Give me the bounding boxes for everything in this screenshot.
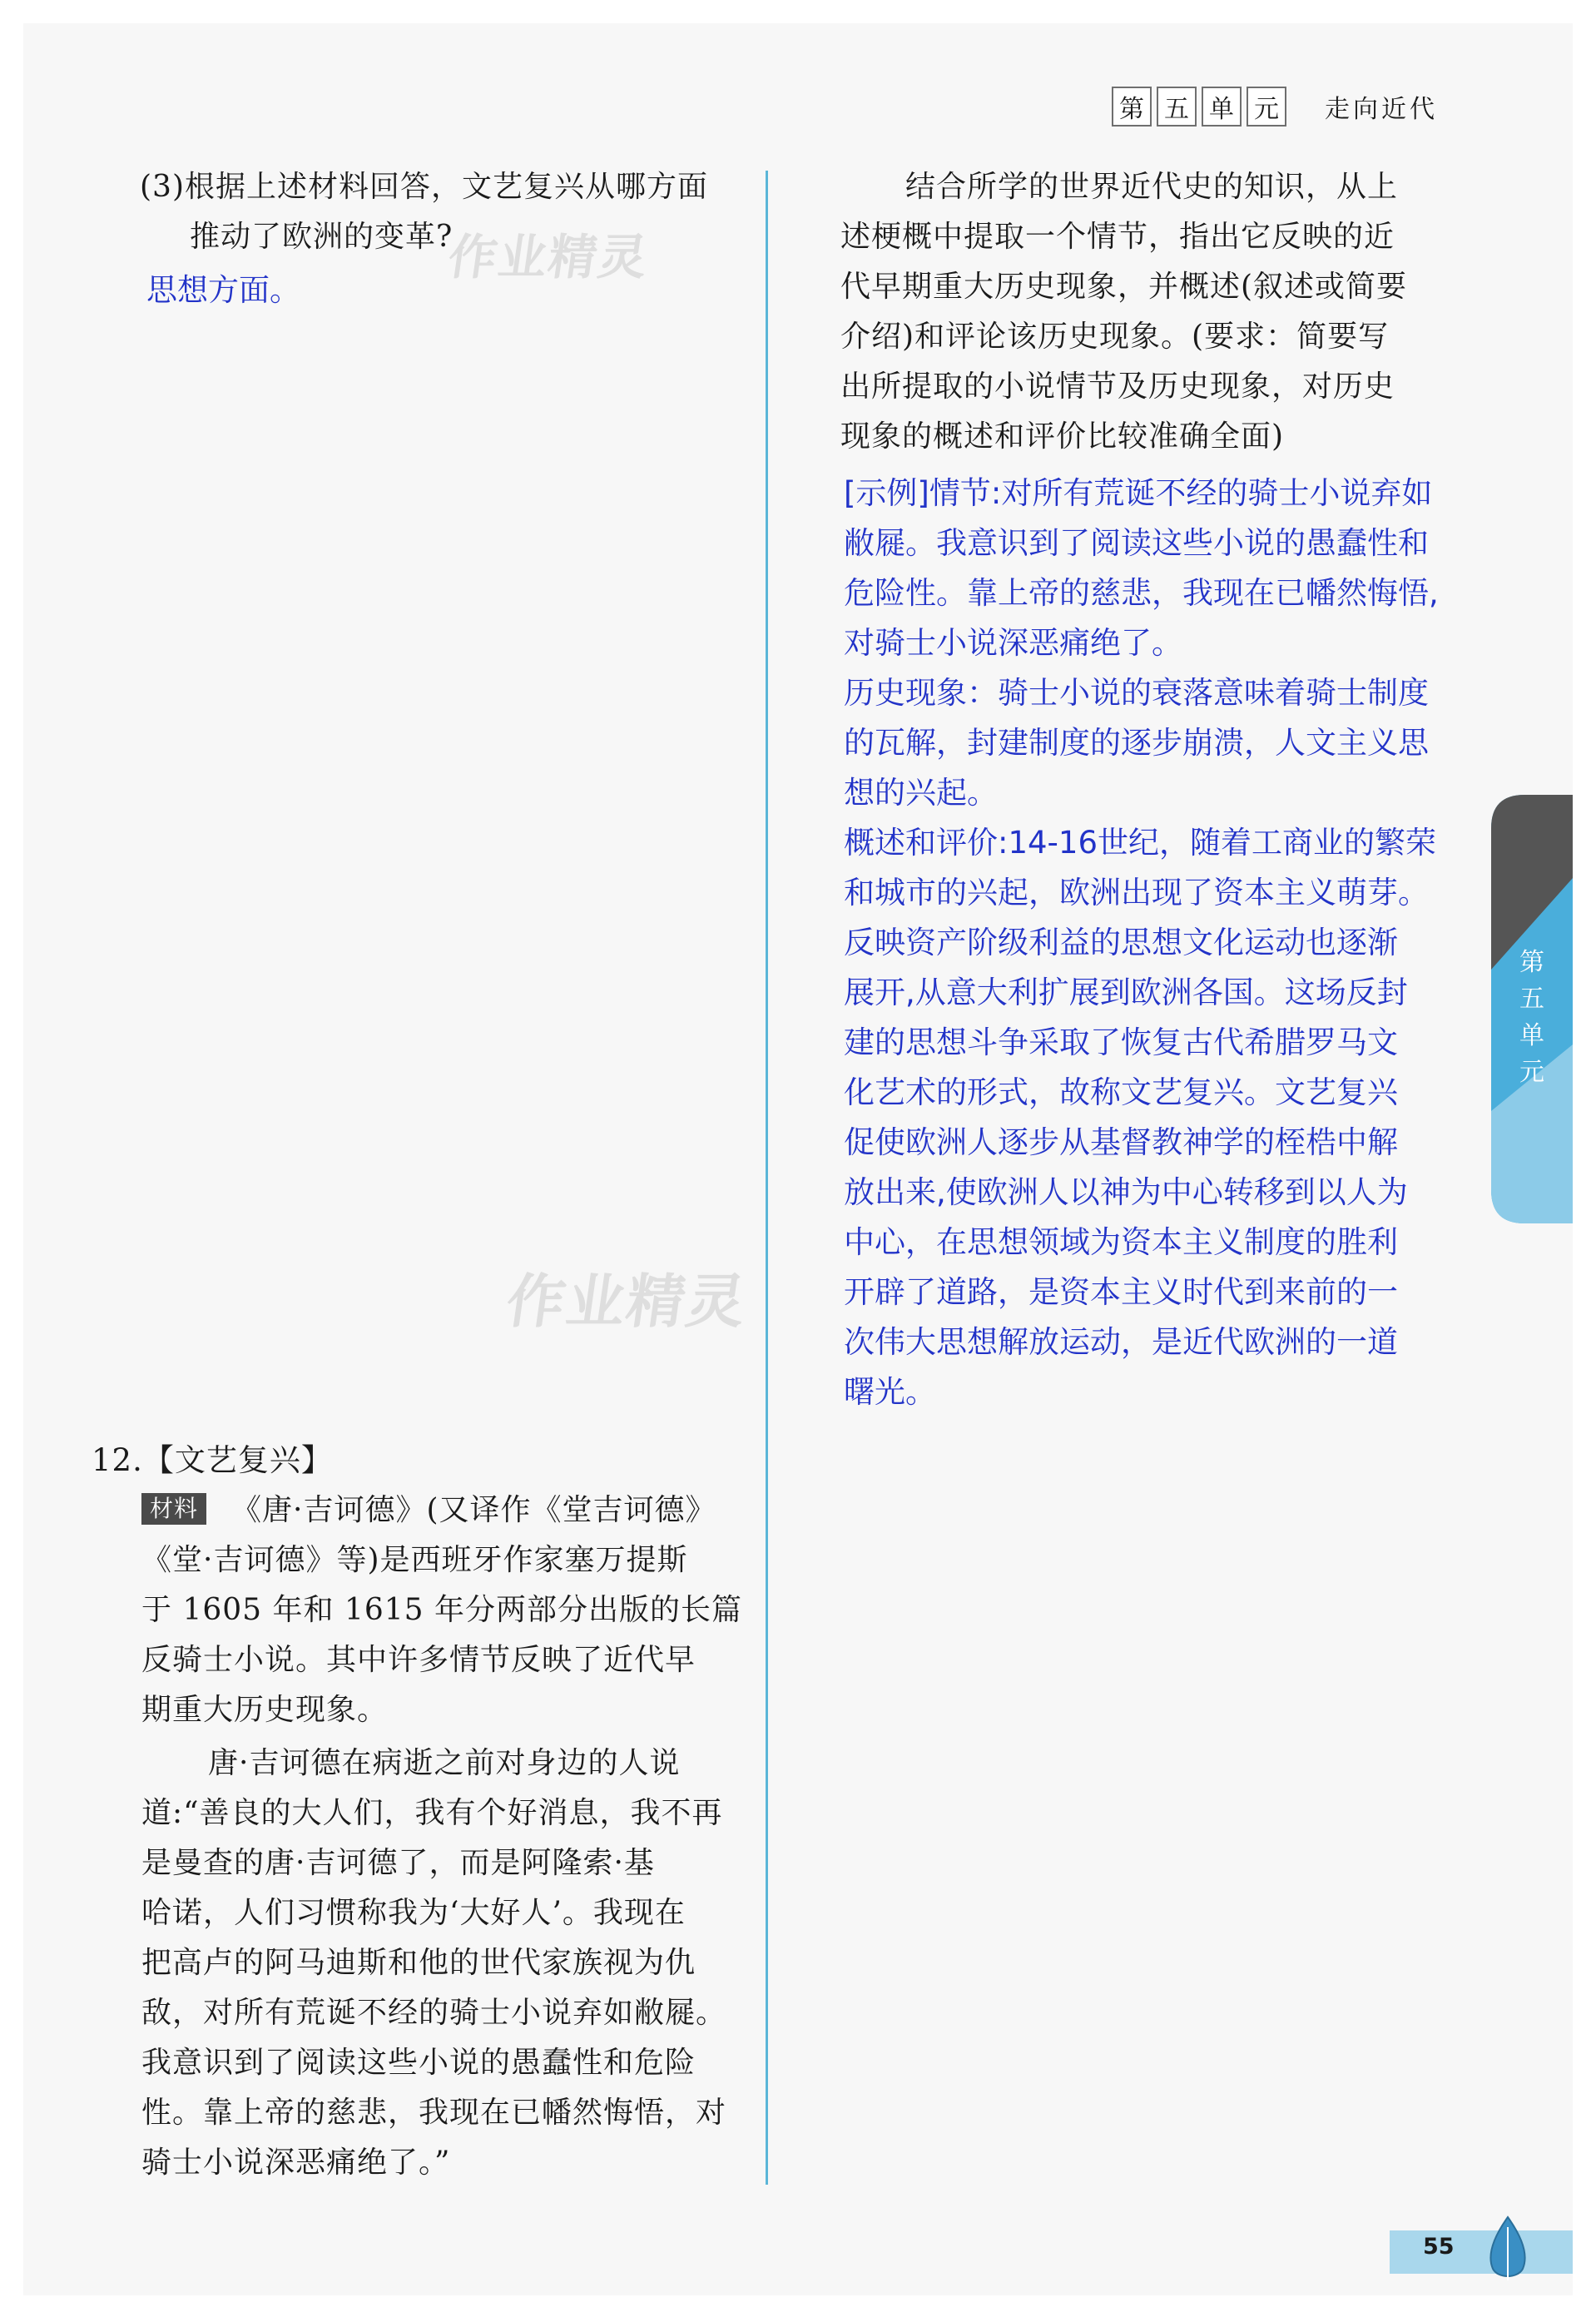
- answer-line: 化艺术的形式，故称文艺复兴。文艺复兴: [844, 1074, 1398, 1110]
- unit-side-tab: [1491, 795, 1573, 1223]
- unit-char-box: 单: [1202, 87, 1242, 127]
- answer-line: 建的思想斗争采取了恢复古代希腊罗马文: [844, 1025, 1398, 1060]
- material-line: 《堂·吉诃德》等)是西班牙作家塞万提斯: [141, 1543, 688, 1577]
- side-tab-char: 单: [1519, 1021, 1544, 1050]
- answer-line: 敝屣。我意识到了阅读这些小说的愚蠢性和: [844, 525, 1429, 561]
- answer-line: 概述和评价:14-16世纪，随着工商业的繁荣: [844, 825, 1436, 861]
- answer-line: [示例]情节:对所有荒诞不经的骑士小说弃如: [844, 475, 1433, 511]
- answer-line: 展开,从意大利扩展到欧洲各国。这场反封: [844, 975, 1408, 1010]
- q3-answer: 思想方面。: [146, 272, 300, 308]
- page-number-bar: [1390, 2230, 1573, 2274]
- quote-line: 我意识到了阅读这些小说的愚蠢性和危险: [141, 2046, 696, 2080]
- question-line: 现象的概述和评价比较准确全面): [840, 419, 1285, 454]
- answer-line: 促使欧洲人逐步从基督教神学的桎梏中解: [844, 1124, 1398, 1160]
- quote-line: 是曼查的唐·吉诃德了，而是阿隆索·基: [141, 1846, 655, 1880]
- material-line: [141, 1485, 716, 1536]
- answer-line: 历史现象：骑士小说的衰落意味着骑士制度: [844, 675, 1429, 711]
- answer-line: 对骑士小说深恶痛绝了。: [844, 625, 1182, 661]
- answer-line: 和城市的兴起，欧洲出现了资本主义萌芽。: [844, 875, 1429, 910]
- material-line: 反骑士小说。其中许多情节反映了近代早: [141, 1643, 696, 1677]
- unit-title: 走向近代: [1325, 95, 1438, 124]
- answer-line: 反映资产阶级利益的思想文化运动也逐渐: [844, 925, 1398, 960]
- material-text: 《唐·吉诃德》(又译作《堂吉诃德》: [231, 1493, 716, 1527]
- answer-line: 次伟大思想解放运动，是近代欧洲的一道: [844, 1324, 1398, 1360]
- question-line: 代早期重大历史现象，并概述(叙述或简要: [840, 270, 1408, 304]
- quote-line: 骑士小说深恶痛绝了。”: [141, 2146, 451, 2180]
- question-line: 结合所学的世界近代史的知识，从上: [905, 170, 1399, 204]
- question-line: 述梗概中提取一个情节，指出它反映的近: [840, 220, 1395, 254]
- leaf-icon: [1483, 2215, 1533, 2282]
- column-divider: [766, 171, 768, 2185]
- answer-line: 想的兴起。: [844, 775, 998, 811]
- unit-char-box: 元: [1247, 87, 1286, 127]
- material-line: 于 1605 年和 1615 年分两部分出版的长篇: [141, 1593, 743, 1627]
- quote-line: 道:“善良的大人们，我有个好消息，我不再: [141, 1796, 723, 1830]
- q3-line-1: (3)根据上述材料回答，文艺复兴从哪方面: [140, 170, 708, 204]
- side-tab-char: 元: [1519, 1058, 1544, 1087]
- unit-char-box: 五: [1157, 87, 1197, 127]
- answer-line: 放出来,使欧洲人以神为中心转移到以人为: [844, 1174, 1408, 1210]
- side-tab-label: [1508, 945, 1556, 1091]
- side-tab-char: 第: [1519, 948, 1544, 977]
- quote-line: 敌，对所有荒诞不经的骑士小说弃如敝屣。: [141, 1996, 727, 2030]
- answer-line: 的瓦解，封建制度的逐步崩溃，人文主义思: [844, 725, 1429, 761]
- answer-line: 曙光。: [844, 1374, 936, 1410]
- running-header: [1112, 87, 1438, 127]
- answer-line: 中心，在思想领域为资本主义制度的胜利: [844, 1224, 1398, 1260]
- q3-line-2: 推动了欧洲的变革?: [190, 220, 454, 254]
- quote-line: 哈诺，人们习惯称我为‘大好人’。我现在: [141, 1896, 686, 1930]
- material-line: 期重大历史现象。: [141, 1693, 389, 1727]
- question-line: 介绍)和评论该历史现象。(要求：简要写: [840, 320, 1390, 354]
- answer-line: 危险性。靠上帝的慈悲，我现在已幡然悔悟,: [844, 575, 1439, 611]
- watermark: 作业精灵: [502, 1268, 751, 1336]
- unit-char-box: 第: [1112, 87, 1152, 127]
- question-line: 出所提取的小说情节及历史现象，对历史: [840, 370, 1395, 404]
- q12-title: 12.【文艺复兴】: [92, 1442, 333, 1478]
- quote-line: 唐·吉诃德在病逝之前对身边的人说: [208, 1746, 681, 1780]
- quote-line: 把高卢的阿马迪斯和他的世代家族视为仇: [141, 1946, 696, 1980]
- material-tag: 材料: [141, 1493, 206, 1525]
- side-tab-char: 五: [1519, 985, 1544, 1014]
- quote-line: 性。靠上帝的慈悲，我现在已幡然悔悟，对: [141, 2096, 727, 2130]
- watermark: 作业精灵: [444, 229, 653, 285]
- page-number-block: [1390, 2222, 1573, 2280]
- answer-line: 开辟了道路，是资本主义时代到来前的一: [844, 1274, 1398, 1310]
- page-number: 55: [1423, 2234, 1455, 2260]
